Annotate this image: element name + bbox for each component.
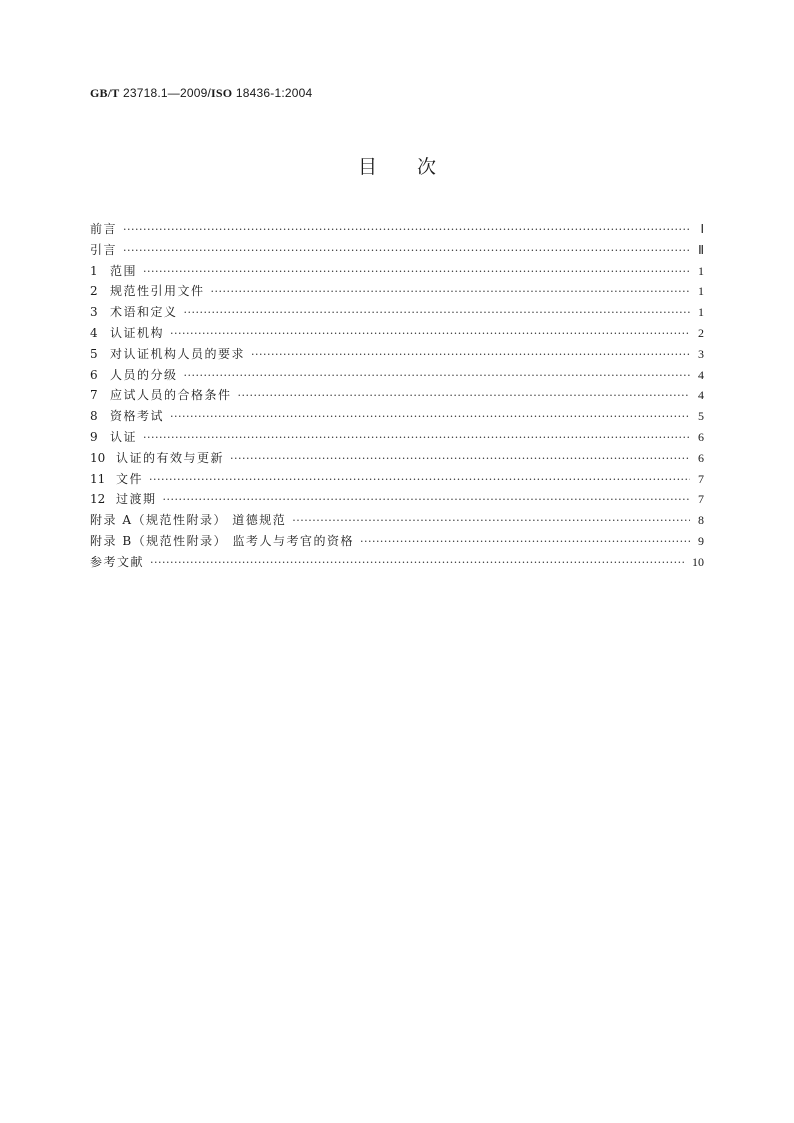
dot-leader <box>211 282 690 303</box>
toc-entry-label: 认证 <box>110 429 138 444</box>
toc-entry-page: Ⅰ <box>700 222 704 236</box>
toc-entry-page: 9 <box>698 533 704 548</box>
toc-entry-page: 1 <box>698 284 704 299</box>
dot-leader <box>230 449 690 470</box>
toc-entry[interactable] <box>90 344 704 365</box>
dot-leader <box>150 553 686 574</box>
dot-leader <box>170 324 690 345</box>
toc-entry-page: 5 <box>698 409 704 424</box>
toc-entry-label: 附录 A（规范性附录） 道德规范 <box>90 513 287 528</box>
toc-entry-number: 5 <box>90 346 98 361</box>
toc-entry-page: 8 <box>698 513 704 528</box>
toc-entry-number: 1 <box>90 263 98 278</box>
toc-entry-page: 1 <box>698 305 704 320</box>
toc-entry-label: 人员的分级 <box>110 367 178 382</box>
toc-entry-page: 6 <box>698 450 704 465</box>
document-header <box>90 86 312 101</box>
toc-entry-label: 参考文献 <box>90 554 145 569</box>
toc-entry[interactable] <box>90 427 704 448</box>
toc-entry-page: 2 <box>698 325 704 340</box>
toc-entry-number: 7 <box>90 388 98 403</box>
dot-leader <box>149 470 690 491</box>
toc-entry-label: 文件 <box>116 471 144 486</box>
toc-entry-number: 8 <box>90 409 98 424</box>
toc-entry[interactable] <box>90 469 704 490</box>
dot-leader <box>292 511 690 532</box>
toc-entry-label: 附录 B（规范性附录） 监考人与考官的资格 <box>90 533 354 548</box>
toc-entry-page: 10 <box>692 554 704 569</box>
toc-entry[interactable] <box>90 240 704 261</box>
toc-entry[interactable] <box>90 489 704 510</box>
toc-entry-number: 9 <box>90 429 98 444</box>
dot-leader <box>251 345 690 366</box>
dot-leader <box>170 407 690 428</box>
toc-entry[interactable] <box>90 302 704 323</box>
toc-entry-label: 术语和定义 <box>110 305 178 320</box>
dot-leader <box>184 303 690 324</box>
toc-entry-number: 10 <box>90 450 106 465</box>
toc-entry-page: 3 <box>698 346 704 361</box>
toc-entry-label: 过渡期 <box>116 492 157 507</box>
toc-entry[interactable] <box>90 261 704 282</box>
toc-entry[interactable] <box>90 281 704 302</box>
dot-leader <box>123 220 690 241</box>
toc-entry[interactable] <box>90 219 704 240</box>
toc-entry-label: 认证的有效与更新 <box>116 450 225 465</box>
toc-entry[interactable] <box>90 323 704 344</box>
dot-leader <box>143 428 690 449</box>
toc-entry-number: 12 <box>90 492 106 507</box>
toc-entry-page: 4 <box>698 388 704 403</box>
toc-entry-number: 2 <box>90 284 98 299</box>
dot-leader <box>184 366 690 387</box>
iso-number: 18436-1:2004 <box>235 86 313 100</box>
toc-entry-label: 前言 <box>90 222 118 236</box>
toc-entry-number: 11 <box>90 471 106 486</box>
toc-entry[interactable] <box>90 406 704 427</box>
dot-leader <box>143 262 690 283</box>
iso-prefix: ISO <box>211 86 233 100</box>
toc-entry-page: 6 <box>698 429 704 444</box>
table-of-contents <box>90 219 704 573</box>
toc-entry-label: 资格考试 <box>110 409 165 424</box>
toc-entry-page: 1 <box>698 263 704 278</box>
toc-entry[interactable] <box>90 385 704 406</box>
toc-entry-label: 应试人员的合格条件 <box>110 388 232 403</box>
toc-entry[interactable] <box>90 510 704 531</box>
toc-entry-label: 范围 <box>110 263 138 278</box>
toc-entry-label: 规范性引用文件 <box>110 284 205 299</box>
toc-entry[interactable] <box>90 531 704 552</box>
toc-entry[interactable] <box>90 552 704 573</box>
toc-entry-label: 引言 <box>90 242 118 257</box>
toc-entry-number: 4 <box>90 325 98 340</box>
page-title: 目次 <box>357 156 476 178</box>
standard-prefix: GB/T <box>90 86 120 100</box>
toc-entry-number: 3 <box>90 305 98 320</box>
dot-leader <box>123 241 690 262</box>
dot-leader <box>163 490 690 511</box>
toc-entry-label: 认证机构 <box>110 325 165 340</box>
toc-entry-label: 对认证机构人员的要求 <box>110 346 246 361</box>
toc-entry-number: 6 <box>90 367 98 382</box>
toc-entry[interactable] <box>90 448 704 469</box>
dot-leader <box>360 532 690 553</box>
toc-entry-page: 7 <box>698 471 704 486</box>
toc-entry-page: 4 <box>698 367 704 382</box>
standard-number: 23718.1—2009/ <box>123 86 212 100</box>
dot-leader <box>238 386 690 407</box>
toc-entry-page: 7 <box>698 492 704 507</box>
toc-entry-page: Ⅱ <box>698 242 704 257</box>
toc-entry[interactable] <box>90 365 704 386</box>
